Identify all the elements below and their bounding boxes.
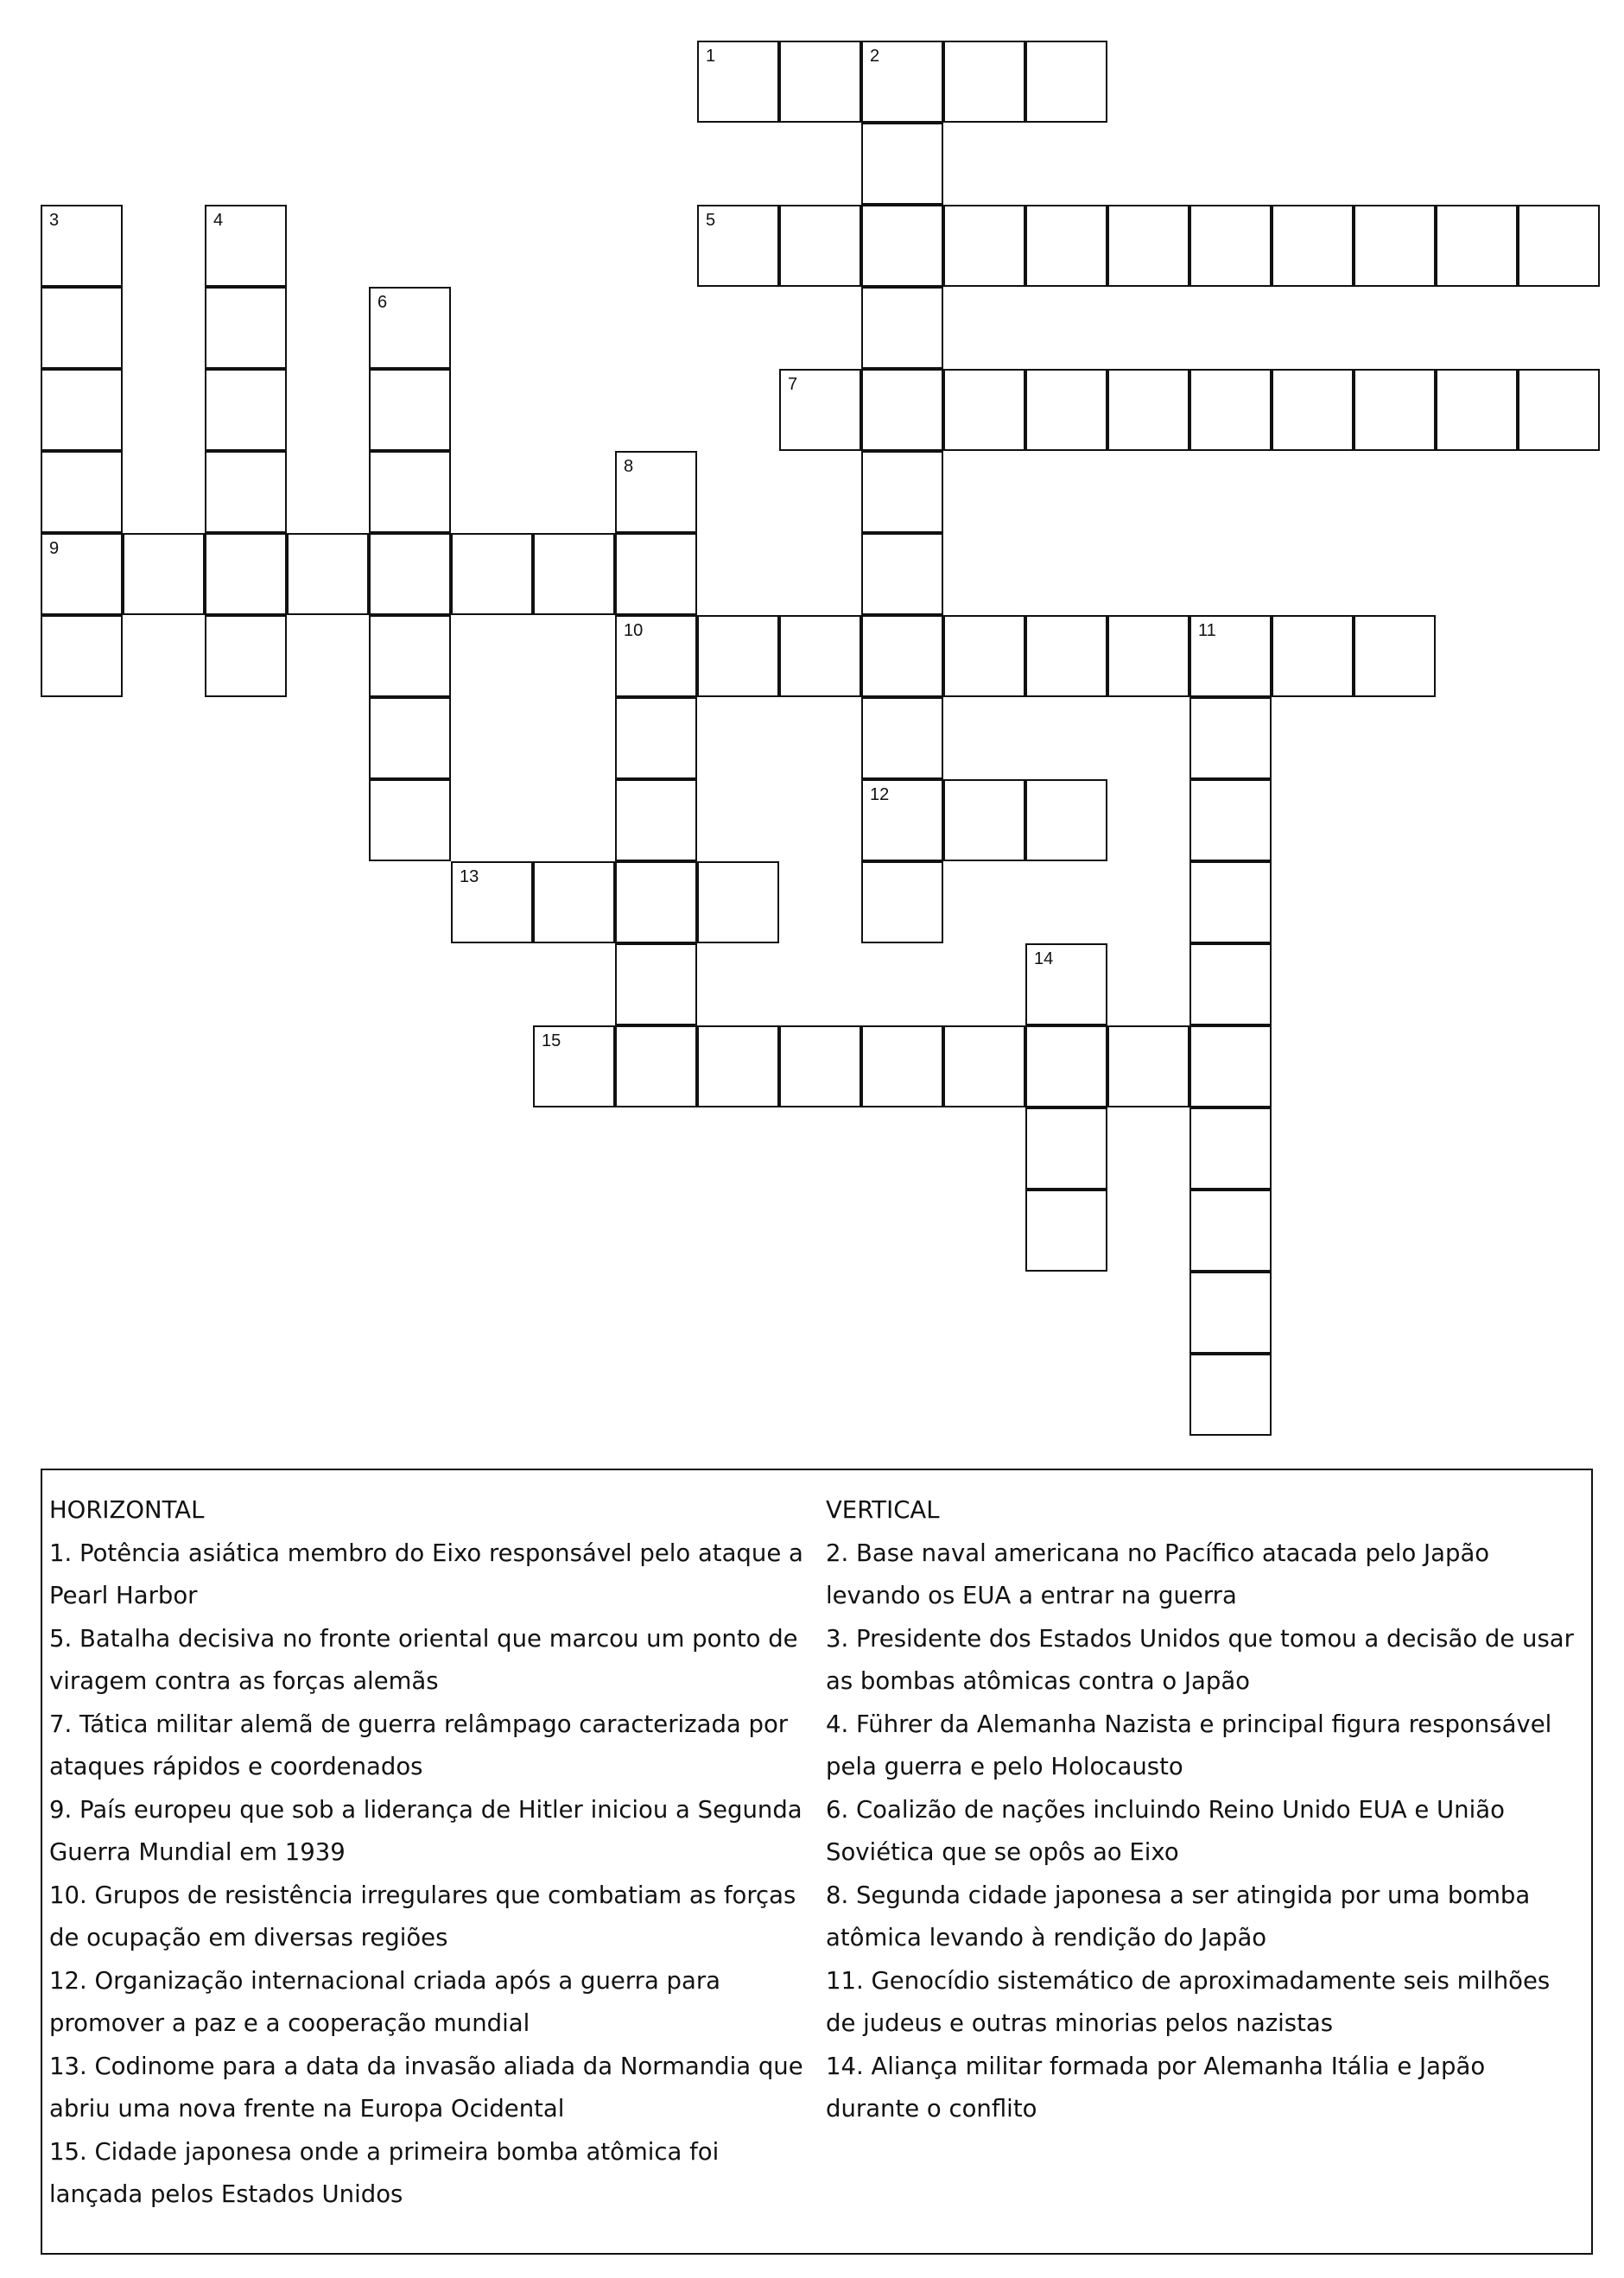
grid-cell[interactable] [1025,1190,1107,1272]
grid-cell[interactable] [1436,369,1518,451]
grid-cell[interactable] [1189,1025,1272,1107]
grid-cell[interactable] [1025,1107,1107,1190]
clue-down-14: 14. Aliança militar formada por Alemanha Itália e Japão durante o conflito [826,2052,1486,2123]
grid-cell[interactable] [697,615,779,697]
clue-number: 7 [788,375,798,394]
clue-down-3: 3. Presidente dos Estados Unidos que tomou a decisão de usar as bombas atômicas contra o Japão [826,1624,1574,1695]
grid-cell[interactable] [533,1025,615,1107]
clue-number: 8 [624,457,634,476]
clue-down-8: 8. Segunda cidade japonesa a ser atingida por uma bomba atômica levando à rendição do Japão [826,1881,1531,1951]
grid-cell[interactable] [205,533,287,615]
grid-cell[interactable] [861,779,943,861]
grid-cell[interactable] [205,615,287,697]
grid-cell[interactable] [41,369,123,451]
grid-cell[interactable] [287,533,369,615]
clue-number: 5 [706,211,716,230]
across-clues [49,1489,809,2217]
grid-cell[interactable] [1272,369,1354,451]
grid-cell[interactable] [861,533,943,615]
grid-cell[interactable] [1189,1272,1272,1354]
grid-cell[interactable] [779,1025,861,1107]
grid-cell[interactable] [943,205,1025,287]
grid-cell[interactable] [1189,615,1272,697]
clue-down-2: 2. Base naval americana no Pacífico atacada pelo Japão levando os EUA a entrar na guerra [826,1539,1490,1609]
grid-cell[interactable] [943,41,1025,123]
grid-cell[interactable] [615,615,697,697]
down-clues [826,1489,1584,2131]
grid-cell[interactable] [861,41,943,123]
grid-cell[interactable] [861,697,943,779]
grid-cell[interactable] [1518,205,1600,287]
grid-cell[interactable] [205,205,287,287]
clue-number: 6 [377,293,388,312]
grid-cell[interactable] [1189,943,1272,1025]
grid-cell[interactable] [1189,861,1272,943]
grid-cell[interactable] [123,533,205,615]
grid-cell[interactable] [697,1025,779,1107]
clue-across-12: 12. Organização internacional criada após a guerra para promover a paz e a cooperação mundial [49,1966,721,2037]
grid-cell[interactable] [1107,369,1189,451]
across-header: HORIZONTAL [49,1496,205,1524]
grid-cell[interactable] [1354,615,1436,697]
grid-cell[interactable] [943,369,1025,451]
clue-number: 11 [1198,621,1216,640]
grid-cell[interactable] [41,287,123,369]
grid-cell[interactable] [697,41,779,123]
clue-down-4: 4. Führer da Alemanha Nazista e principal figura responsável pela guerra e pelo Holocausto [826,1710,1552,1780]
grid-cell[interactable] [615,533,697,615]
grid-cell[interactable] [533,861,615,943]
grid-cell[interactable] [779,205,861,287]
clue-number: 9 [49,539,60,558]
grid-cell[interactable] [451,533,533,615]
grid-cell[interactable] [41,205,123,287]
grid-cell[interactable] [697,205,779,287]
grid-cell[interactable] [1025,41,1107,123]
clue-number: 2 [870,47,880,66]
grid-cell[interactable] [861,861,943,943]
clue-across-10: 10. Grupos de resistência irregulares que combatiam as forças de ocupação em diversas regiões [49,1881,796,1951]
clue-number: 15 [542,1031,561,1050]
grid-cell[interactable] [1189,1190,1272,1272]
clue-number: 3 [49,211,60,230]
grid-cell[interactable] [41,615,123,697]
grid-cell[interactable] [451,861,533,943]
grid-cell[interactable] [861,1025,943,1107]
grid-cell[interactable] [615,943,697,1025]
grid-cell[interactable] [369,533,451,615]
clue-across-5: 5. Batalha decisiva no fronte oriental que marcou um ponto de viragem contra as forças alemãs [49,1624,798,1695]
grid-cell[interactable] [861,287,943,369]
grid-cell[interactable] [1189,369,1272,451]
clue-down-11: 11. Genocídio sistemático de aproximadamente seis milhões de judeus e outras minorias pelos nazistas [826,1966,1551,2037]
grid-cell[interactable] [943,615,1025,697]
grid-cell[interactable] [1025,369,1107,451]
clue-number: 12 [870,785,890,804]
down-header: VERTICAL [826,1496,940,1524]
grid-cell[interactable] [369,451,451,533]
grid-cell[interactable] [369,369,451,451]
grid-cell[interactable] [1107,205,1189,287]
grid-cell[interactable] [861,123,943,205]
grid-cell[interactable] [41,451,123,533]
grid-cell[interactable] [369,615,451,697]
clue-number: 1 [706,47,716,66]
grid-cell[interactable] [943,779,1025,861]
clue-across-13: 13. Codinome para a data da invasão aliada da Normandia que abriu uma nova frente na Europa Ocidental [49,2052,803,2123]
grid-cell[interactable] [779,369,861,451]
grid-cell[interactable] [779,615,861,697]
grid-cell[interactable] [1189,697,1272,779]
grid-cell[interactable] [369,697,451,779]
clue-across-1: 1. Potência asiática membro do Eixo responsável pelo ataque a Pearl Harbor [49,1539,803,1609]
grid-cell[interactable] [1518,369,1600,451]
grid-cell[interactable] [205,369,287,451]
grid-cell[interactable] [615,861,697,943]
grid-cell[interactable] [205,287,287,369]
clue-down-6: 6. Coalizão de nações incluindo Reino Unido EUA e União Soviética que se opôs ao Eixo [826,1795,1505,1866]
clue-number: 4 [213,211,224,230]
grid-cell[interactable] [615,779,697,861]
grid-cell[interactable] [1107,1025,1189,1107]
clues-box [41,1469,1593,2255]
grid-cell[interactable] [41,533,123,615]
grid-cell[interactable] [861,205,943,287]
grid-cell[interactable] [1189,779,1272,861]
grid-cell[interactable] [1025,205,1107,287]
grid-cell[interactable] [1189,1354,1272,1436]
clue-across-9: 9. País europeu que sob a liderança de Hitler iniciou a Segunda Guerra Mundial em 1939 [49,1795,802,1866]
grid-cell[interactable] [1272,615,1354,697]
clue-number: 14 [1034,949,1054,968]
grid-cell[interactable] [1354,205,1436,287]
grid-cell[interactable] [369,287,451,369]
grid-cell[interactable] [1436,205,1518,287]
grid-cell[interactable] [861,615,943,697]
grid-cell[interactable] [533,533,615,615]
grid-cell[interactable] [697,861,779,943]
grid-cell[interactable] [1025,1025,1107,1107]
grid-cell[interactable] [943,1025,1025,1107]
grid-cell[interactable] [779,41,861,123]
grid-cell[interactable] [1025,615,1107,697]
grid-cell[interactable] [1107,615,1189,697]
grid-cell[interactable] [615,1025,697,1107]
grid-cell[interactable] [861,369,943,451]
grid-cell[interactable] [205,451,287,533]
grid-cell[interactable] [861,451,943,533]
grid-cell[interactable] [1025,779,1107,861]
grid-cell[interactable] [615,451,697,533]
grid-cell[interactable] [615,697,697,779]
grid-cell[interactable] [1025,943,1107,1025]
clue-across-15: 15. Cidade japonesa onde a primeira bomba atômica foi lançada pelos Estados Unidos [49,2137,720,2208]
clue-number: 10 [624,621,644,640]
grid-cell[interactable] [369,779,451,861]
grid-cell[interactable] [1189,1107,1272,1190]
clue-across-7: 7. Tática militar alemã de guerra relâmpago caracterizada por ataques rápidos e coordenados [49,1710,789,1780]
grid-cell[interactable] [1272,205,1354,287]
clue-number: 13 [460,867,479,886]
grid-cell[interactable] [1189,205,1272,287]
grid-cell[interactable] [1354,369,1436,451]
